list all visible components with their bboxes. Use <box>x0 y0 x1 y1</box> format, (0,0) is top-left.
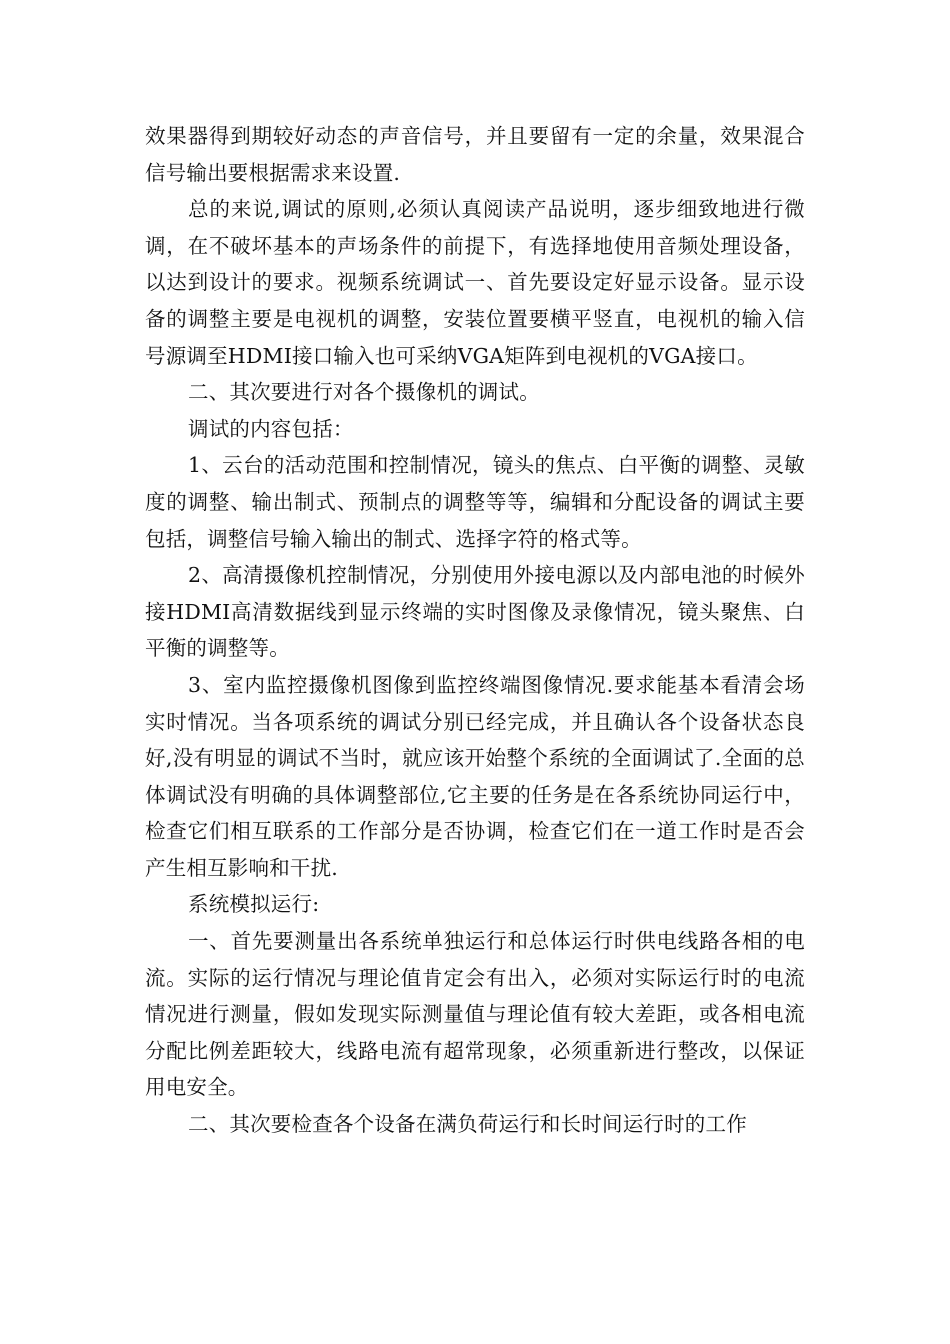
paragraph-9: 一、首先要测量出各系统单独运行和总体运行时供电线路各相的电流。实际的运行情况与理论值肯定会有出入，必须对实际运行时的电流情况进行测量，假如发现实际测量值与理论值有较大差距，或各相电流分配比例差距较大，线路电流有超常现象，必须重新进行整改，以保证用电安全。 <box>145 929 805 1100</box>
paragraph-7: 3、室内监控摄像机图像到监控终端图像情况.要求能基本看清会场实时情况。当各项系统的调试分别已经完成，并且确认各个设备状态良好,没有明显的调试不当时，就应该开始整个系统的全面调试了.全面的总体调试没有明确的具体调整部位,它主要的任务是在各系统协同运行中，检查它们相互联系的工作部分是否协调，检查它们在一道工作时是否会产生相互影响和干扰. <box>145 672 805 880</box>
paragraph-8: 系统模拟运行: <box>188 892 320 917</box>
paragraph-3: 二、其次要进行对各个摄像机的调试。 <box>188 380 540 405</box>
paragraph-4: 调试的内容包括： <box>188 416 354 441</box>
paragraph-1: 效果器得到期较好动态的声音信号，并且要留有一定的余量，效果混合信号输出要根据需求来设置. <box>145 124 805 185</box>
paragraph-5: 1、云台的活动范围和控制情况，镜头的焦点、白平衡的调整、灵敏度的调整、输出制式、预制点的调整等等，编辑和分配设备的调试主要包括，调整信号输入输出的制式、选择字符的格式等。 <box>145 453 805 551</box>
document-body <box>145 118 805 1143</box>
paragraph-2: 总的来说,调试的原则,必须认真阅读产品说明，逐步细致地进行微调，在不破坏基本的声场条件的前提下，有选择地使用音频处理设备，以达到设计的要求。视频系统调试一、首先要设定好显示设备。显示设备的调整主要是电视机的调整，安装位置要横平竖直，电视机的输入信号源调至HDMI接口输入也可采纳VGA矩阵到电视机的VGA接口。 <box>145 197 805 368</box>
paragraph-6: 2、高清摄像机控制情况，分别使用外接电源以及内部电池的时候外接HDMI高清数据线到显示终端的实时图像及录像情况，镜头聚焦、白平衡的调整等。 <box>145 563 805 661</box>
paragraph-10: 二、其次要检查各个设备在满负荷运行和长时间运行时的工作 <box>188 1112 747 1137</box>
